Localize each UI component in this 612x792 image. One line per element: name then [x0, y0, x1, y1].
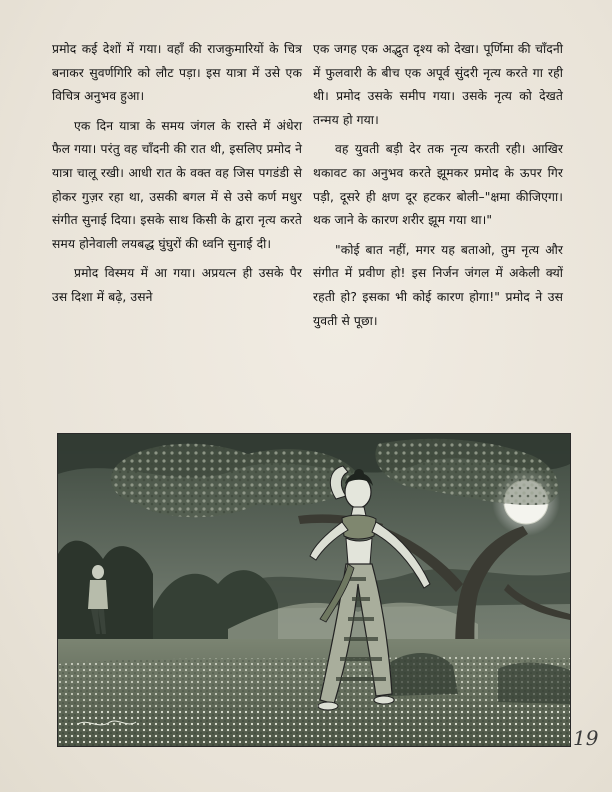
right-paragraph-1: एक जगह एक अद्भुत दृश्य को देखा। पूर्णिमा की चाँदनी में फुलवारी के बीच एक अपूर्व सुंदरी नृत्य करते गा रही थी। प्रमोद उसके समीप गया। उसके नृत्य को देखते तन्मय हो गया।: [313, 42, 563, 127]
left-text-column: [52, 38, 302, 316]
page-number: 19: [573, 726, 599, 750]
right-paragraph-2: वह युवती बड़ी देर तक नृत्य करती रही। आखिर थकावट का अनुभव करते झूमकर प्रमोद के ऊपर गिर पड़ी, दूसरे ही क्षण दूर हटकर बोली–"क्षमा कीजिएगा। थक जाने के कारण शरीर झूम गया था।": [313, 142, 563, 228]
left-paragraph-1: प्रमोद कई देशों में गया। वहाँ की राजकुमारियों के चित्र बनाकर सुवर्णगिरि को लौट पड़ा। इस यात्रा में उसे एक विचित्र अनुभव हुआ।: [52, 42, 302, 104]
left-paragraph-3: प्रमोद विस्मय में आ गया। अप्रयत्न ही उसके पैर उस दिशा में बढ़े, उसने: [52, 266, 302, 304]
right-text-column: [313, 38, 563, 339]
right-paragraph-3: "कोई बात नहीं, मगर यह बताओ, तुम नृत्य और संगीत में प्रवीण हो! इस निर्जन जंगल में अकेली क्यों रहती हो? इसका भी कोई कारण होगा!" प्रमोद ने उस युवती से पूछा।: [313, 242, 563, 328]
left-paragraph-2: एक दिन यात्रा के समय जंगल के रास्ते में अंधेरा फैल गया। परंतु वह चाँदनी की रात थी, इसलिए प्रमोद ने यात्रा चालू रखी। आधी रात के वक्त वह जिस पगडंडी से होकर गुज़र रहा था, उसकी बगल में से उसे कर्ण मधुर संगीत सुनाई दिया। इसके साथ किसी के द्वारा नृत्य करते समय होनेवाली लयबद्ध घुंघुरों की ध्वनि सुनाई दी।: [52, 118, 302, 251]
story-illustration: [57, 433, 571, 747]
